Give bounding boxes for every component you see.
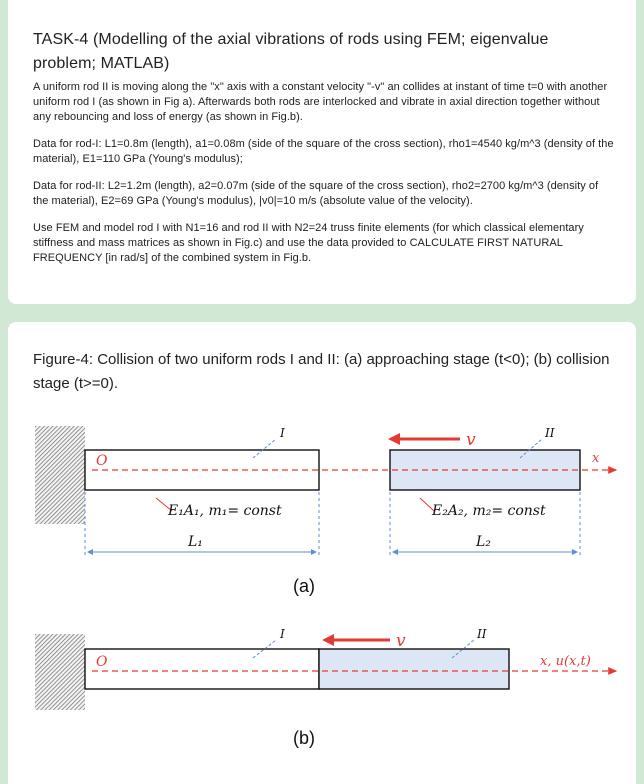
diagram-b <box>35 627 616 748</box>
origin-label-a: O <box>96 453 108 469</box>
fem-instructions: Use FEM and model rod I with N1=16 and rod II with N2=24 truss finite elements (for which classical elementary stiffness and mass matrices as shown in Fig.c) and use the data provided to CALCULATE FIRST NATURAL FREQUENCY [in rad/s] of the combined system in Fig.b. <box>33 222 584 264</box>
task-description: A uniform rod II is moving along the "x" axis with a constant velocity "-v" an collides at instant of time t=0 with another uniform rod I (as shown in Fig a). Afterwards both rods are interlocked and vibrate in axial direction together without any rebouncing and loss of energy (as shown in Fig.b). <box>33 81 608 123</box>
x-axis-label-a: x <box>592 451 600 466</box>
caption-a: (a) <box>293 576 315 596</box>
velocity-arrowhead-a <box>388 433 400 445</box>
L1-label: L₁ <box>188 534 203 550</box>
rod1-label-a: I <box>280 426 285 440</box>
rod2-b <box>319 649 509 689</box>
figure-title: Figure-4: Collision of two uniform rods I and II: (a) approaching stage (t<0); (b) collision stage (t>=0). <box>33 351 610 392</box>
rod1-b <box>85 649 319 689</box>
figure-card <box>8 322 636 784</box>
rod2-label-a: II <box>545 426 555 440</box>
rod1-properties: E₁A₁, m₁= const <box>168 503 282 519</box>
origin-label-b: O <box>96 654 108 670</box>
diagram-a <box>35 426 616 596</box>
wall-b <box>35 634 85 710</box>
wall-a <box>35 426 85 524</box>
caption-b: (b) <box>293 728 315 748</box>
velocity-arrowhead-b <box>322 634 334 646</box>
velocity-label-a: v <box>466 430 476 450</box>
rod1-data: Data for rod-I: L1=0.8m (length), a1=0.08m (side of the square of the cross section), rho1=4540 kg/m^3 (density of the material), E1=110 GPa (Young's modulus); <box>33 138 614 165</box>
rod2-label-b: II <box>477 627 487 641</box>
task-card <box>8 0 636 304</box>
velocity-label-b: v <box>396 631 406 651</box>
rod2-properties: E₂A₂, m₂= const <box>432 503 546 519</box>
task-title: TASK-4 (Modelling of the axial vibrations of rods using FEM; eigenvalue problem; MATLAB) <box>33 31 549 72</box>
rod1-label-b: I <box>280 627 285 641</box>
L2-label: L₂ <box>476 534 491 550</box>
collision-diagram <box>8 322 636 784</box>
x-axis-label-b: x, u(x,t) <box>540 654 591 669</box>
rod2-data: Data for rod-II: L2=1.2m (length), a2=0.07m (side of the square of the cross section), rho2=2700 kg/m^3 (density of the material), E2=69 GPa (Young's modulus), |v0|=10 m/s (absolute value of the velocity). <box>33 180 599 207</box>
